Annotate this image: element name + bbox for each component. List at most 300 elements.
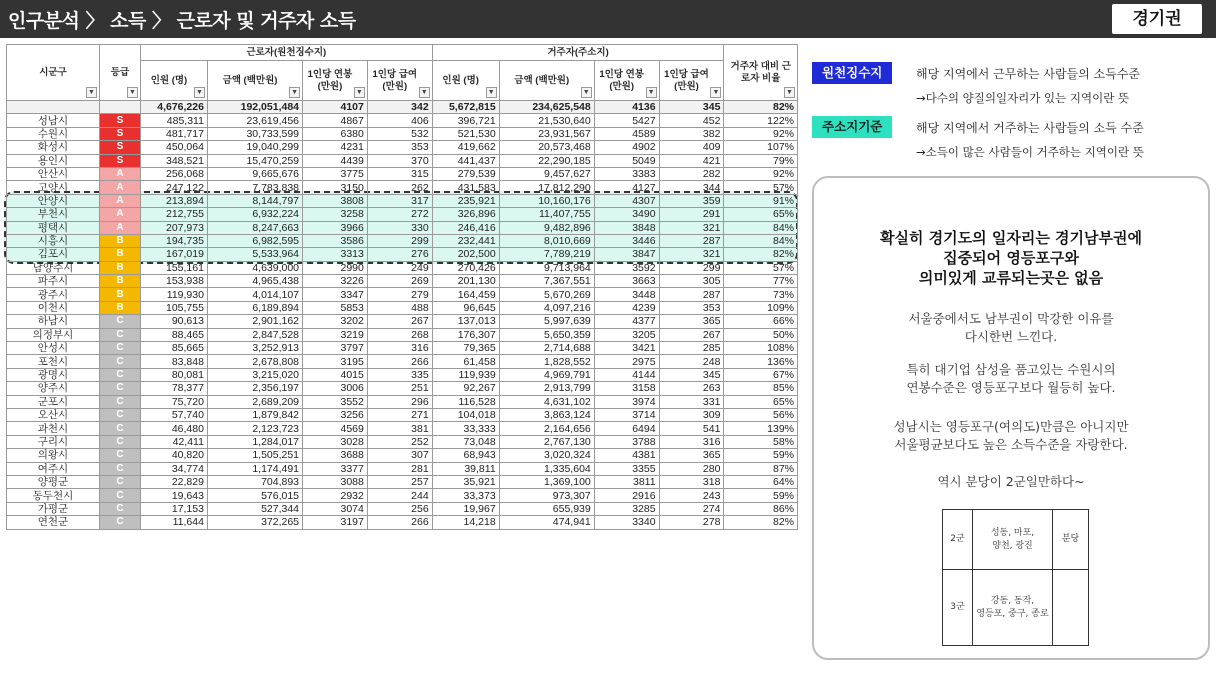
- grade-badge: C: [99, 355, 140, 368]
- cell-ratio: 84%: [724, 221, 798, 234]
- cell-wy: 3688: [303, 449, 368, 462]
- cell-rc: 235,921: [432, 194, 499, 207]
- page-title: 인구분석 〉 소득 〉 근로자 및 거주자 소득: [8, 10, 356, 32]
- cell-rc: 279,539: [432, 167, 499, 180]
- cell-wy: 2932: [303, 489, 368, 502]
- cell-sigungu: 화성시: [7, 141, 100, 154]
- cell-wm: 316: [367, 342, 432, 355]
- filter-dropdown-icon[interactable]: ▼: [581, 87, 592, 98]
- cell-ratio: 66%: [724, 315, 798, 328]
- filter-dropdown-icon[interactable]: ▼: [710, 87, 721, 98]
- cell-wa: 1,879,842: [207, 408, 302, 421]
- cell-wa: 5,533,964: [207, 248, 302, 261]
- cell-ry: 3663: [594, 275, 659, 288]
- cell-ratio: 79%: [724, 154, 798, 167]
- cell-wm: 353: [367, 141, 432, 154]
- cell-wm: 370: [367, 154, 432, 167]
- cell-wy: 3006: [303, 382, 368, 395]
- subheader-col-4[interactable]: 인원 (명) ▼: [432, 61, 499, 101]
- grade-badge: C: [99, 395, 140, 408]
- cell-ry: 3340: [594, 516, 659, 529]
- header-sigungu[interactable]: 시군구 ▼: [7, 45, 100, 101]
- tier-2-extra: 분당: [1053, 510, 1089, 570]
- table-row: [7, 127, 798, 140]
- cell-wy: 5853: [303, 301, 368, 314]
- cell-sigungu: 오산시: [7, 408, 100, 421]
- subheader-col-3[interactable]: 1인당 급여 (만원) ▼: [367, 61, 432, 101]
- cell-sigungu: 군포시: [7, 395, 100, 408]
- cell-sigungu: 연천군: [7, 516, 100, 529]
- cell-rm: 278: [659, 516, 724, 529]
- commentary-headline: 확실히 경기도의 일자리는 경기남부권에 집중되어 영등포구와 의미있게 교류되는곳은 없음: [880, 229, 1142, 287]
- cell-ra: 4,631,102: [499, 395, 594, 408]
- cell-ry: 4127: [594, 181, 659, 194]
- grade-badge: B: [99, 288, 140, 301]
- cell-sigungu: 의왕시: [7, 449, 100, 462]
- cell-sigungu: 고양시: [7, 181, 100, 194]
- cell-sigungu: 안양시: [7, 194, 100, 207]
- filter-dropdown-icon[interactable]: ▼: [784, 87, 795, 98]
- cell-ry: 3714: [594, 408, 659, 421]
- cell-wc: 75,720: [140, 395, 207, 408]
- legend-resident-desc: 해당 지역에서 거주하는 사람들의 소득 수준: [916, 121, 1144, 135]
- cell-wy: 3088: [303, 475, 368, 488]
- cell-rc: 39,811: [432, 462, 499, 475]
- cell-wy: 3552: [303, 395, 368, 408]
- table-row: [7, 288, 798, 301]
- cell-ratio: 64%: [724, 475, 798, 488]
- cell-sigungu: 광명시: [7, 368, 100, 381]
- cell-ry: 2916: [594, 489, 659, 502]
- grade-badge: S: [99, 127, 140, 140]
- filter-dropdown-icon[interactable]: ▼: [486, 87, 497, 98]
- cell-ry: 3811: [594, 475, 659, 488]
- table-row: [7, 395, 798, 408]
- cell-wy: 3377: [303, 462, 368, 475]
- cell-ra: 4,097,216: [499, 301, 594, 314]
- cell-ratio: 136%: [724, 355, 798, 368]
- cell-sigungu: 수원시: [7, 127, 100, 140]
- cell-wy: 3028: [303, 435, 368, 448]
- cell-wc: 155,161: [140, 261, 207, 274]
- cell-sigungu: 여주시: [7, 462, 100, 475]
- cell-ra: 20,573,468: [499, 141, 594, 154]
- legend-resident: [812, 116, 1212, 159]
- cell-ry: 4589: [594, 127, 659, 140]
- income-table: [6, 44, 798, 530]
- filter-dropdown-icon[interactable]: ▼: [127, 87, 138, 98]
- cell-sigungu: 가평군: [7, 502, 100, 515]
- commentary-paragraph-1: 서울중에서도 남부권이 막강한 이유를 다시한번 느낀다.: [908, 311, 1114, 344]
- grade-badge: B: [99, 261, 140, 274]
- cell-rc: 270,426: [432, 261, 499, 274]
- cell-ry: 3448: [594, 288, 659, 301]
- tier-3-label: 3군: [943, 570, 973, 646]
- cell-wc: 88,465: [140, 328, 207, 341]
- filter-dropdown-icon[interactable]: ▼: [289, 87, 300, 98]
- cell-ratio: 85%: [724, 382, 798, 395]
- grade-badge: A: [99, 181, 140, 194]
- cell-ratio: 109%: [724, 301, 798, 314]
- cell-wm: 266: [367, 355, 432, 368]
- cell-wc: 167,019: [140, 248, 207, 261]
- table-row: [7, 368, 798, 381]
- table-row: [7, 315, 798, 328]
- subheader-col-2[interactable]: 1인당 연봉 (만원) ▼: [303, 61, 368, 101]
- grade-badge: A: [99, 208, 140, 221]
- cell-rc: 431,583: [432, 181, 499, 194]
- subheader-col-0[interactable]: 인원 (명) ▼: [140, 61, 207, 101]
- cell-wm: 262: [367, 181, 432, 194]
- grade-badge: C: [99, 315, 140, 328]
- cell-wa: 9,665,676: [207, 167, 302, 180]
- table-row: [7, 355, 798, 368]
- cell-ra: 2,767,130: [499, 435, 594, 448]
- cell-wc: 450,064: [140, 141, 207, 154]
- cell-wm: 330: [367, 221, 432, 234]
- cell-rm: 321: [659, 248, 724, 261]
- cell-wy: 3202: [303, 315, 368, 328]
- grade-badge: S: [99, 154, 140, 167]
- cell-wa: 1,505,251: [207, 449, 302, 462]
- header-ratio[interactable]: 거주자 대비 근로자 비율 ▼: [724, 45, 798, 101]
- cell-wc: 207,973: [140, 221, 207, 234]
- cell-ra: 22,290,185: [499, 154, 594, 167]
- table-row: [7, 261, 798, 274]
- filter-dropdown-icon[interactable]: ▼: [354, 87, 365, 98]
- cell-rm: 318: [659, 475, 724, 488]
- cell-ry: 3974: [594, 395, 659, 408]
- cell-sigungu: 동두천시: [7, 489, 100, 502]
- cell-ratio: 108%: [724, 342, 798, 355]
- cell-wc: 247,122: [140, 181, 207, 194]
- grade-badge: C: [99, 449, 140, 462]
- region-badge: 경기권: [1112, 4, 1202, 34]
- cell-wa: 19,040,299: [207, 141, 302, 154]
- cell-wc: 80,081: [140, 368, 207, 381]
- cell-wm: 307: [367, 449, 432, 462]
- cell-wa: 2,678,808: [207, 355, 302, 368]
- cell-wa: 2,901,162: [207, 315, 302, 328]
- cell-ra: 4,969,791: [499, 368, 594, 381]
- cell-wm: 269: [367, 275, 432, 288]
- cell-sigungu: 김포시: [7, 248, 100, 261]
- cell-wa: 23,619,456: [207, 114, 302, 127]
- income-table-wrapper: [6, 44, 798, 530]
- table-row: [7, 301, 798, 314]
- cell-wc: 212,755: [140, 208, 207, 221]
- cell-ry: 4377: [594, 315, 659, 328]
- cell-wm: 252: [367, 435, 432, 448]
- grade-badge: S: [99, 114, 140, 127]
- table-row: [7, 502, 798, 515]
- cell-ra: 2,913,799: [499, 382, 594, 395]
- cell-ry: 3592: [594, 261, 659, 274]
- subheader-col-1[interactable]: 금액 (백만원) ▼: [207, 61, 302, 101]
- cell-wm: 271: [367, 408, 432, 421]
- cell-sigungu: 시흥시: [7, 234, 100, 247]
- cell-wm: 244: [367, 489, 432, 502]
- cell-ry: 5049: [594, 154, 659, 167]
- cell-wm: 272: [367, 208, 432, 221]
- table-row: [7, 194, 798, 207]
- district-tier-table: [942, 509, 1089, 646]
- legend-resident-tag: 주소지기준: [812, 116, 892, 138]
- total-worker-count: 4,676,226: [140, 101, 207, 114]
- header-resident-group: 거주자(주소지): [432, 45, 724, 61]
- cell-rc: 79,365: [432, 342, 499, 355]
- cell-rc: 232,441: [432, 234, 499, 247]
- cell-rc: 119,939: [432, 368, 499, 381]
- cell-rm: 409: [659, 141, 724, 154]
- grade-badge: C: [99, 462, 140, 475]
- cell-wc: 348,521: [140, 154, 207, 167]
- subheader-col-7[interactable]: 1인당 급여 (만원) ▼: [659, 61, 724, 101]
- total-resident-amount: 234,625,548: [499, 101, 594, 114]
- cell-wy: 4439: [303, 154, 368, 167]
- cell-rm: 287: [659, 234, 724, 247]
- cell-wy: 3226: [303, 275, 368, 288]
- cell-rc: 116,528: [432, 395, 499, 408]
- cell-ry: 3205: [594, 328, 659, 341]
- cell-wc: 90,613: [140, 315, 207, 328]
- table-row: [7, 234, 798, 247]
- cell-wy: 3195: [303, 355, 368, 368]
- cell-ra: 2,714,688: [499, 342, 594, 355]
- cell-wy: 4231: [303, 141, 368, 154]
- cell-rc: 326,896: [432, 208, 499, 221]
- cell-ra: 1,369,100: [499, 475, 594, 488]
- legend-resident-sub: →소득이 많은 사람들이 거주하는 지역이란 뜻: [916, 145, 1144, 159]
- cell-wc: 256,068: [140, 167, 207, 180]
- cell-ratio: 86%: [724, 502, 798, 515]
- cell-ry: 2975: [594, 355, 659, 368]
- table-total-row: [7, 101, 798, 114]
- cell-wa: 576,015: [207, 489, 302, 502]
- cell-ratio: 139%: [724, 422, 798, 435]
- cell-wc: 11,644: [140, 516, 207, 529]
- cell-ratio: 91%: [724, 194, 798, 207]
- total-worker-monthly: 342: [367, 101, 432, 114]
- grade-badge: C: [99, 328, 140, 341]
- cell-sigungu: 남양주시: [7, 261, 100, 274]
- filter-dropdown-icon[interactable]: ▼: [419, 87, 430, 98]
- cell-rm: 321: [659, 221, 724, 234]
- cell-ra: 973,307: [499, 489, 594, 502]
- subheader-col-5[interactable]: 금액 (백만원) ▼: [499, 61, 594, 101]
- cell-ratio: 57%: [724, 261, 798, 274]
- total-worker-annual: 4107: [303, 101, 368, 114]
- cell-ratio: 67%: [724, 368, 798, 381]
- cell-wm: 299: [367, 234, 432, 247]
- cell-rc: 33,333: [432, 422, 499, 435]
- cell-wc: 78,377: [140, 382, 207, 395]
- table-row: [7, 489, 798, 502]
- cell-ratio: 59%: [724, 449, 798, 462]
- legend-worker-desc: 해당 지역에서 근무하는 사람들의 소득수준: [916, 67, 1140, 81]
- cell-ratio: 92%: [724, 167, 798, 180]
- table-row: [7, 181, 798, 194]
- cell-wc: 57,740: [140, 408, 207, 421]
- cell-ra: 474,941: [499, 516, 594, 529]
- grade-badge: C: [99, 435, 140, 448]
- cell-ra: 17,812,290: [499, 181, 594, 194]
- grade-badge: C: [99, 408, 140, 421]
- cell-rm: 274: [659, 502, 724, 515]
- cell-rc: 176,307: [432, 328, 499, 341]
- cell-rc: 33,373: [432, 489, 499, 502]
- cell-ratio: 82%: [724, 248, 798, 261]
- table-row: [7, 516, 798, 529]
- cell-wa: 527,344: [207, 502, 302, 515]
- cell-rm: 299: [659, 261, 724, 274]
- cell-wc: 481,717: [140, 127, 207, 140]
- table-row: [7, 462, 798, 475]
- grade-badge: C: [99, 516, 140, 529]
- grade-badge: B: [99, 301, 140, 314]
- cell-wy: 3150: [303, 181, 368, 194]
- cell-ry: 3285: [594, 502, 659, 515]
- cell-rm: 316: [659, 435, 724, 448]
- cell-rm: 267: [659, 328, 724, 341]
- cell-ratio: 73%: [724, 288, 798, 301]
- cell-ratio: 92%: [724, 127, 798, 140]
- cell-rc: 521,530: [432, 127, 499, 140]
- cell-rm: 305: [659, 275, 724, 288]
- total-resident-count: 5,672,815: [432, 101, 499, 114]
- cell-sigungu: 평택시: [7, 221, 100, 234]
- grade-badge: C: [99, 475, 140, 488]
- table-row: [7, 141, 798, 154]
- cell-ry: 4381: [594, 449, 659, 462]
- cell-rm: 291: [659, 208, 724, 221]
- cell-rc: 164,459: [432, 288, 499, 301]
- cell-rc: 35,921: [432, 475, 499, 488]
- cell-wc: 105,755: [140, 301, 207, 314]
- commentary-paragraph-3: 성남시는 영등포구(여의도)만큼은 아니지만 서울평균보다도 높은 소득수준을 자랑한다.: [893, 419, 1129, 452]
- cell-ry: 6494: [594, 422, 659, 435]
- cell-rm: 541: [659, 422, 724, 435]
- cell-wa: 3,252,913: [207, 342, 302, 355]
- table-row: [7, 342, 798, 355]
- cell-ry: 3158: [594, 382, 659, 395]
- subheader-col-6[interactable]: 1인당 연봉 (만원) ▼: [594, 61, 659, 101]
- total-resident-monthly: 345: [659, 101, 724, 114]
- total-resident-annual: 4136: [594, 101, 659, 114]
- cell-wy: 3074: [303, 502, 368, 515]
- cell-rm: 365: [659, 315, 724, 328]
- tier-3-districts: 강동, 동작, 영등포, 중구, 종로: [973, 570, 1053, 646]
- cell-wa: 6,189,894: [207, 301, 302, 314]
- cell-wa: 4,965,438: [207, 275, 302, 288]
- cell-ratio: 84%: [724, 234, 798, 247]
- header-grade[interactable]: 등급 ▼: [99, 45, 140, 101]
- cell-ra: 3,863,124: [499, 408, 594, 421]
- cell-ratio: 82%: [724, 516, 798, 529]
- cell-ra: 8,010,669: [499, 234, 594, 247]
- cell-wm: 279: [367, 288, 432, 301]
- cell-wm: 488: [367, 301, 432, 314]
- cell-rm: 287: [659, 288, 724, 301]
- cell-ratio: 59%: [724, 489, 798, 502]
- cell-ra: 1,335,604: [499, 462, 594, 475]
- cell-ra: 7,789,219: [499, 248, 594, 261]
- cell-wa: 372,265: [207, 516, 302, 529]
- cell-rc: 104,018: [432, 408, 499, 421]
- cell-ry: 3446: [594, 234, 659, 247]
- cell-rm: 282: [659, 167, 724, 180]
- cell-wa: 4,014,107: [207, 288, 302, 301]
- cell-ra: 1,828,552: [499, 355, 594, 368]
- cell-rc: 92,267: [432, 382, 499, 395]
- cell-wc: 153,938: [140, 275, 207, 288]
- cell-ra: 5,650,359: [499, 328, 594, 341]
- grade-badge: A: [99, 194, 140, 207]
- table-row: [7, 435, 798, 448]
- grade-badge: A: [99, 221, 140, 234]
- cell-wm: 276: [367, 248, 432, 261]
- cell-wm: 267: [367, 315, 432, 328]
- cell-wy: 3256: [303, 408, 368, 421]
- cell-wc: 119,930: [140, 288, 207, 301]
- filter-dropdown-icon[interactable]: ▼: [194, 87, 205, 98]
- cell-ratio: 58%: [724, 435, 798, 448]
- cell-rm: 285: [659, 342, 724, 355]
- cell-rc: 246,416: [432, 221, 499, 234]
- cell-sigungu: 파주시: [7, 275, 100, 288]
- filter-dropdown-icon[interactable]: ▼: [86, 87, 97, 98]
- cell-wm: 249: [367, 261, 432, 274]
- cell-ratio: 57%: [724, 181, 798, 194]
- cell-ry: 4239: [594, 301, 659, 314]
- cell-ry: 3490: [594, 208, 659, 221]
- cell-wm: 406: [367, 114, 432, 127]
- cell-wc: 213,894: [140, 194, 207, 207]
- cell-wm: 335: [367, 368, 432, 381]
- cell-ra: 23,931,567: [499, 127, 594, 140]
- cell-ratio: 65%: [724, 208, 798, 221]
- filter-dropdown-icon[interactable]: ▼: [646, 87, 657, 98]
- cell-ry: 4307: [594, 194, 659, 207]
- cell-wa: 2,689,209: [207, 395, 302, 408]
- cell-ratio: 65%: [724, 395, 798, 408]
- table-row: [7, 475, 798, 488]
- commentary-box: [812, 176, 1210, 660]
- cell-ry: 3421: [594, 342, 659, 355]
- cell-sigungu: 양주시: [7, 382, 100, 395]
- cell-ra: 655,939: [499, 502, 594, 515]
- cell-wc: 17,153: [140, 502, 207, 515]
- cell-wa: 8,144,797: [207, 194, 302, 207]
- cell-wa: 3,215,020: [207, 368, 302, 381]
- cell-ra: 11,407,755: [499, 208, 594, 221]
- cell-rc: 419,662: [432, 141, 499, 154]
- cell-sigungu: 안성시: [7, 342, 100, 355]
- cell-ratio: 107%: [724, 141, 798, 154]
- cell-sigungu: 이천시: [7, 301, 100, 314]
- cell-wa: 15,470,259: [207, 154, 302, 167]
- cell-rc: 73,048: [432, 435, 499, 448]
- cell-sigungu: 구리시: [7, 435, 100, 448]
- cell-rm: 359: [659, 194, 724, 207]
- tier-2-label: 2군: [943, 510, 973, 570]
- table-row: [7, 114, 798, 127]
- cell-rm: 353: [659, 301, 724, 314]
- cell-ra: 5,997,639: [499, 315, 594, 328]
- tier-2-districts: 성동, 마포, 양천, 광진: [973, 510, 1053, 570]
- cell-wc: 194,735: [140, 234, 207, 247]
- table-row: [7, 275, 798, 288]
